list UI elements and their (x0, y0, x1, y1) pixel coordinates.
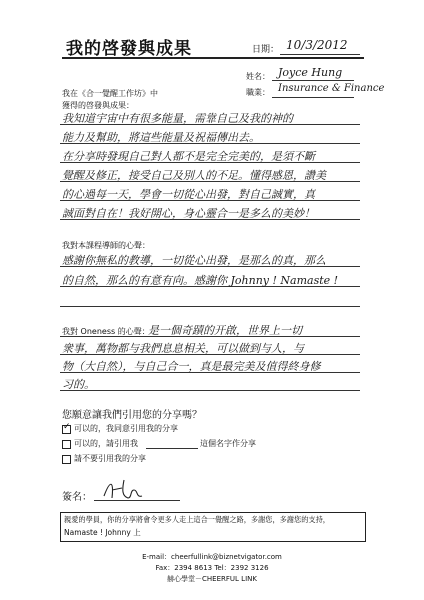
date-value: 10/3/2012 (286, 38, 348, 52)
name-underline (272, 80, 354, 81)
contact-email: E-mail：cheerfullink@biznetvigator.com (142, 553, 282, 561)
section1-line: 覺醒及修正，接受自己及別人的不足。懂得感恩，讚美 (62, 169, 326, 182)
share-name-blank[interactable] (146, 448, 198, 449)
page-title: 我的啓發與成果 (66, 39, 192, 59)
section2-line: 感謝你無私的教導，一切從心出發，是那么的真，那么 (62, 254, 326, 267)
section1-line: 我知道宇宙中有很多能量，需靠自己及我的神的 (62, 112, 293, 125)
section3-line: 衆事，萬物都与我們息息相关，可以做到与人，与 (62, 342, 304, 355)
section2-heading: 我對本課程導師的心聲： (62, 241, 150, 250)
date-label: 日期： (252, 45, 280, 55)
name-label: 姓名： (246, 72, 270, 81)
share-option-label: 可以的，我同意引用我的分享 (74, 424, 178, 433)
date-underline (280, 54, 360, 55)
share-option-checkbox[interactable] (62, 425, 71, 434)
name-value: Joyce Hung (278, 66, 343, 79)
section3-rule (60, 390, 360, 391)
share-option-label: 可以的，請引用我 (74, 439, 138, 448)
contact-org: 赫心學堂－CHEERFUL LINK (167, 575, 257, 583)
job-value: Insurance & Finance (278, 83, 385, 94)
section3-heading: 我對 Oneness 的心聲： (62, 327, 150, 336)
title-underline (62, 57, 364, 59)
share-option-suffix: 這個名字作分享 (200, 439, 256, 448)
job-label: 職業： (246, 88, 270, 97)
section3-line: 物（大自然），与自己合一，真是最完美及值得終身修 (62, 360, 321, 373)
section1-line: 在分享時發現自己對人都不是完全完美的，是須不斷 (62, 150, 315, 163)
share-question: 您願意讓我們引用您的分享嗎？ (62, 410, 202, 421)
workshop-line: 我在《合一覺醒工作坊》中 (62, 89, 158, 98)
section3-line: 是一個奇蹟的开啟，世界上一切 (148, 324, 302, 337)
section1-line: 誠面對自在！我好開心，身心靈合一是多么的美妙！ (62, 207, 315, 220)
signature-label: 簽名： (62, 492, 92, 503)
contact-phone: Fax：2394 8613 Tel：2392 3126 (155, 564, 269, 572)
section1-line: 能力及幫助，將這些能量及祝福傳出去。 (62, 131, 260, 144)
share-option-checkbox[interactable] (62, 455, 71, 464)
footer-note-line2: Namaste ! Johnny 上 (64, 528, 141, 537)
section1-line: 的心過每一天，學會一切從心出發，對自己誠實，真 (62, 188, 315, 201)
section2-rule (60, 306, 360, 307)
section3-line: 习的。 (62, 378, 95, 391)
job-underline (272, 97, 354, 98)
share-option-checkbox[interactable] (62, 440, 71, 449)
signature-underline (94, 500, 180, 501)
section1-heading: 獲得的啓發與成果： (62, 101, 134, 110)
footer-note-line1: 親愛的學員，你的分享將會令更多人走上這合一覺醒之路，多謝您，多謝您的支持， (64, 515, 330, 524)
section2-line: 的自然，那么的有意有向。感謝你 Johnny ! Namaste ! (62, 274, 339, 287)
share-option-label: 請不要引用我的分享 (74, 454, 146, 463)
